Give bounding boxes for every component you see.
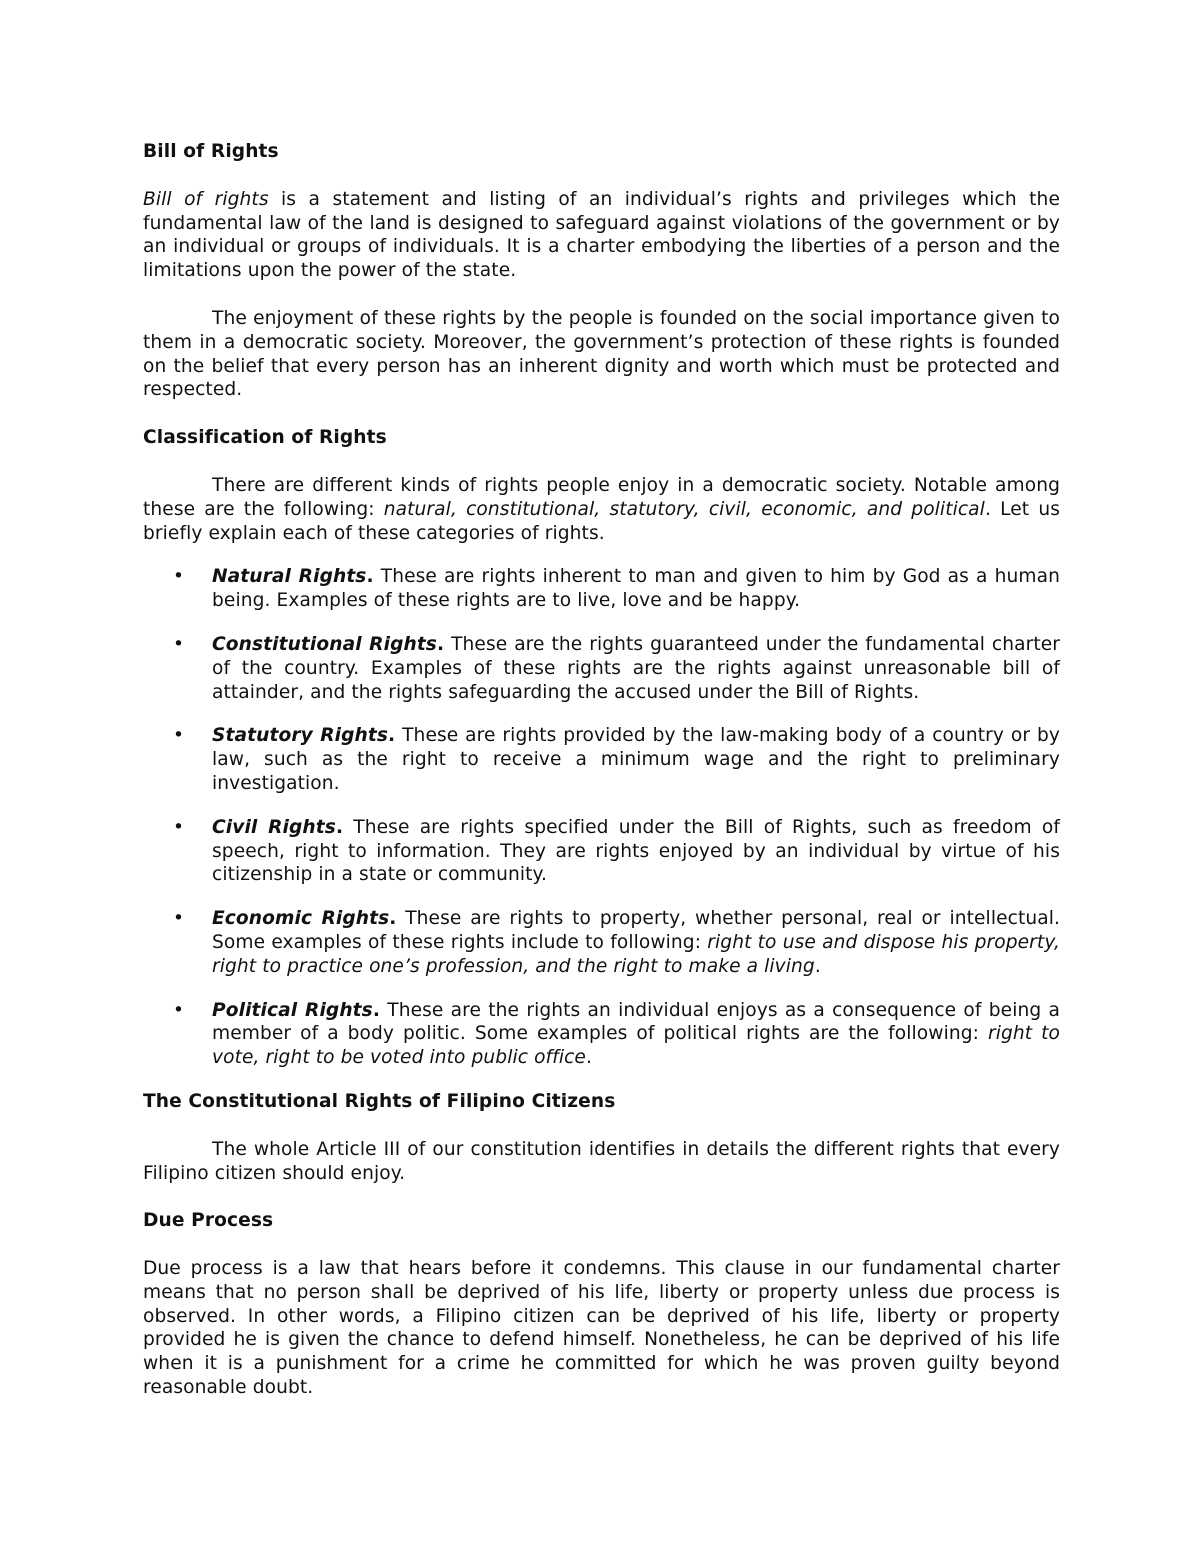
- bullet-icon: •: [173, 999, 185, 1021]
- term-natural-rights: Natural Rights: [212, 566, 367, 588]
- term-civil-rights: Civil Rights: [212, 816, 336, 838]
- term-political-rights: Political Rights: [212, 999, 373, 1021]
- term-constitutional-rights: Constitutional Rights: [212, 633, 437, 655]
- intro-text-a: There are different kinds of rights people enjoy in a democratic society. Notable among these are the following:: [143, 474, 1060, 520]
- list-item-constitutional-rights: • Constitutional Rights. These are the rights guaranteed under the fundamental charter of the country. Examples of these rights are the rights against unreasonable bill of attainder, and the rights safeguarding the accused under the Bill of Rights.: [173, 633, 1060, 703]
- natural-rights-text: These are rights inherent to man and given to him by God as a human being. Examples of these rights are to live, love and be happy.: [212, 566, 1060, 612]
- paragraph-due-process: Due process is a law that hears before it condemns. This clause in our fundamental charter means that no person shall be deprived of his life, liberty or property unless due process is observed. In other words, a Filipino citizen can be deprived of his life, liberty or property provided he is given the chance to defend himself. Nonetheless, he can be deprived of his life when it is a punishment for a crime he committed for which he was proven guilty beyond reasonable doubt.: [143, 1258, 1060, 1399]
- heading-constitutional-rights-filipino: The Constitutional Rights of Filipino Citizens: [143, 1090, 616, 1112]
- heading-bill-of-rights: Bill of Rights: [143, 141, 279, 162]
- bullet-icon: •: [173, 633, 185, 655]
- economic-rights-text: These are rights to property, whether personal, real or intellectual. Some examples of these rights include to following:: [212, 908, 1060, 953]
- list-item-civil-rights: • Civil Rights. These are rights specified under the Bill of Rights, such as freedom of speech, right to information. They are rights enjoyed by an individual by virtue of his citizenship in a state or community.: [173, 816, 1060, 886]
- civil-rights-text: These are rights specified under the Bill of Rights, such as freedom of speech, right to information. They are rights enjoyed by an individual by virtue of his citizenship in a state or community.: [212, 816, 1060, 886]
- paragraph-bill-definition: [143, 188, 1060, 283]
- rights-list: [143, 565, 1060, 1070]
- list-item-economic-rights: • Economic Rights. These are rights to property, whether personal, real or intellectual. Some examples of these rights include to following: right to use and dispose his property, right to practice one’s profession, and the right to make a living.: [173, 908, 1060, 977]
- term-statutory-rights: Statutory Rights: [212, 725, 389, 747]
- document-page: [143, 140, 1060, 1400]
- list-item-statutory-rights: • Statutory Rights. These are rights provided by the law-making body of a country or by law, such as the right to receive a minimum wage and the right to preliminary investigation.: [173, 725, 1060, 794]
- intro-text-b: . Let us briefly explain each of these categories of rights.: [143, 498, 1060, 544]
- list-item-political-rights: • Political Rights. These are the rights an individual enjoys as a consequence of being a member of a body politic. Some examples of political rights are the following: right to vote, right to be voted into public office.: [173, 999, 1060, 1069]
- political-rights-examples: right to vote, right to be voted into public office: [212, 1023, 1060, 1069]
- economic-rights-examples: right to use and dispose his property, right to practice one’s profession, and the right to make a living: [212, 931, 1060, 977]
- economic-rights-tail: .: [814, 955, 821, 977]
- bullet-icon: •: [173, 816, 185, 838]
- bill-definition-text: is a statement and listing of an individual’s rights and privileges which the fundamental law of the land is designed to safeguard against violations of the government or by an individual or groups of individuals. It is a charter embodying the liberties of a person and the limitations upon the power of the state.: [143, 188, 1060, 282]
- list-item-natural-rights: • Natural Rights. These are rights inherent to man and given to him by God as a human being. Examples of these rights are to live, love and be happy.: [173, 566, 1060, 612]
- constitutional-rights-text: These are the rights guaranteed under the fundamental charter of the country. Examples of these rights are the rights against unreasonable bill of attainder, and the rights safeguarding the accused under the Bill of Rights.: [212, 633, 1060, 703]
- intro-categories: natural, constitutional, statutory, civil, economic, and political: [383, 498, 985, 520]
- paragraph-enjoyment: The enjoyment of these rights by the people is founded on the social importance given to them in a democratic society. Moreover, the government’s protection of these rights is founded on the belief that every person has an inherent dignity and worth which must be protected and respected.: [143, 307, 1060, 401]
- bullet-icon: •: [173, 566, 185, 588]
- bullet-icon: •: [173, 908, 185, 930]
- term-economic-rights: Economic Rights: [212, 908, 390, 930]
- political-rights-tail: .: [585, 1047, 592, 1069]
- heading-due-process: Due Process: [143, 1210, 274, 1232]
- heading-classification: Classification of Rights: [143, 427, 387, 449]
- political-rights-text: These are the rights an individual enjoys as a consequence of being a member of a body politic. Some examples of political rights are the following:: [212, 999, 1060, 1045]
- paragraph-classification-intro: [143, 474, 1060, 545]
- term-bill-of-rights: Bill of rights: [143, 188, 269, 210]
- statutory-rights-text: These are rights provided by the law-making body of a country or by law, such as the right to receive a minimum wage and the right to preliminary investigation.: [212, 725, 1060, 794]
- paragraph-article-iii: The whole Article III of our constitution identifies in details the different rights that every Filipino citizen should enjoy.: [143, 1138, 1060, 1184]
- bullet-icon: •: [173, 725, 185, 747]
